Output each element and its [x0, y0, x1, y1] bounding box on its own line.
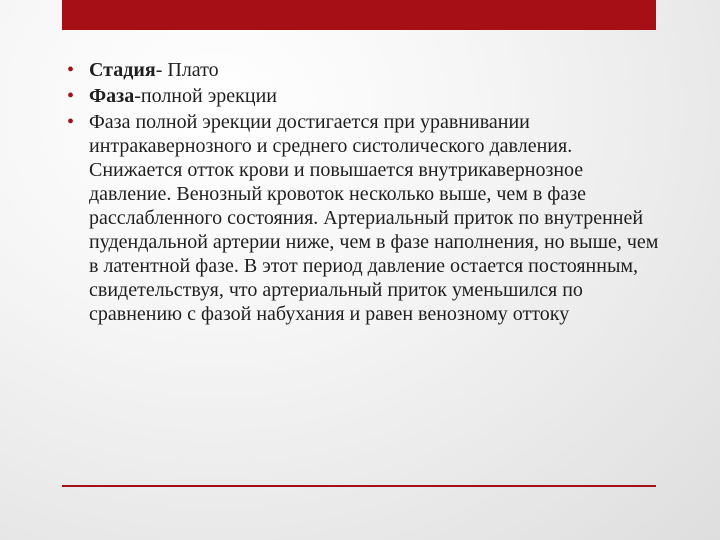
bullet-list [62, 58, 662, 326]
bullet-text: -полной эрекции [134, 85, 277, 107]
slide-body [62, 58, 662, 328]
bullet-item-phase [62, 84, 662, 108]
bullet-icon: • [67, 85, 75, 107]
bullet-text: - Плато [155, 59, 219, 81]
bullet-icon: • [67, 111, 75, 133]
bullet-term: Фаза [89, 85, 135, 107]
bullet-item-description [62, 110, 662, 326]
bullet-icon: • [67, 59, 75, 81]
top-accent-bar [62, 0, 656, 30]
bottom-divider [62, 485, 656, 487]
bullet-term: Стадия [89, 59, 156, 81]
bullet-item-stage [62, 58, 662, 82]
bullet-text: Фаза полной эрекции достигается при уравнивании интракавернозного и среднего систолического давления. Снижается отток крови и повышается внутрикавернозное давление. Венозный кровоток несколько выше, чем в фазе расслабленного состояния. Артериальный приток по внутренней пудендальной артерии ниже, чем в фазе наполнения, но выше, чем в латентной фазе. В этот период давление остается постоянным, свидетельствуя, что артериальный приток уменьшился по сравнению с фазой набухания и равен венозному оттоку [89, 111, 659, 325]
